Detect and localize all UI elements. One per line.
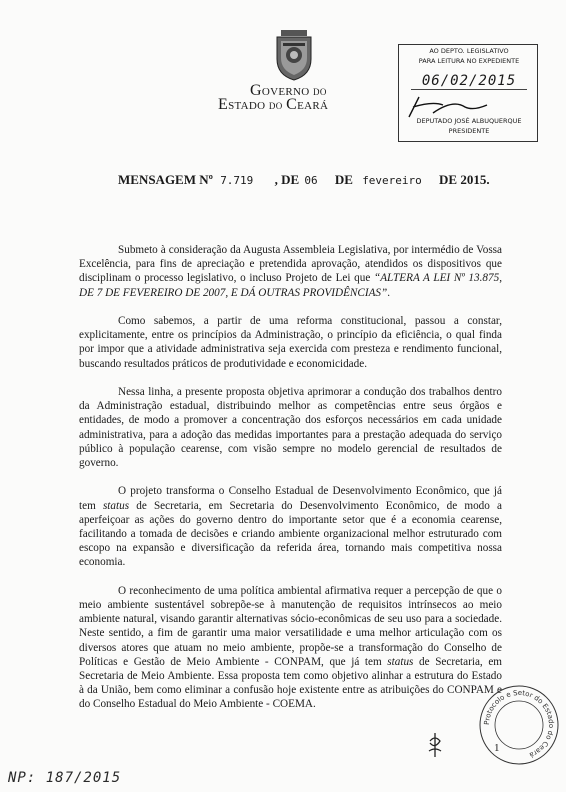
handwritten-note: NP: 187/2015 (8, 770, 122, 786)
paragraph-4: O projeto transforma o Conselho Estadual de Desenvolvimento Econômico, que já tem status de Secretaria, em Secretaria do Desenvolvimento Econômico, de modo a aperfeiçoar as ações do governo dentro do importante setor que é a economia cearense, facilitando a tomada de decisões e criando ambiente organizacional melhor estruturado com escopo na expansão e diversificação da referida área, tornando mais competitiva nossa economia. (79, 485, 502, 569)
stamp-president-title: PRESIDENTE (448, 127, 490, 135)
stamp-date: 06/02/2015 (421, 73, 517, 89)
paragraph-5: O reconhecimento de uma política ambiental afirmativa requer a percepção de que o meio ambiente sustentável sobrepõe-se à manutenção de requisitos intrínsecos ao meio ambiente natural, visando garantir alternativas sócio-econômicas de seu uso para a sociedade. Neste sentido, a fim de garantir uma maior versatilidade e uma melhor articulação com os diversos atores que atuam no meio ambiente, propõe-se a transformação do Conselho de Políticas e Gestão de Meio Ambiente - CONPAM, que já tem status de Secretaria, em Secretaria de Meio Ambiente. Essa proposta tem como objetivo alinhar a estrutura do Estado à da União, bem como eliminar a confusão hoje existente entre as atribuições do CONPAM e do Conselho Estadual do Meio Ambiente - COEMA. (79, 584, 502, 711)
message-title: MENSAGEM Nº 7.719 , DE 06 DE fevereiro DE 2015. (118, 172, 490, 187)
page-number: 1 (494, 742, 500, 754)
header-estado: Estado do Ceará (218, 96, 329, 113)
paragraph-1: Submeto à consideração da Augusta Assembleia Legislativa, por intermédio de Vossa Excelência, para fins de apreciação e pretendida aprovação, atendidos os dispositivos que disciplinam o processo legislativo, o incluso Projeto de Lei que “ALTERA A LEI Nº 13.875, DE 7 DE FEVEREIRO DE 2007, E DÁ OUTRAS PROVIDÊNCIAS”. (79, 244, 502, 299)
svg-text:Protocolo e Setor do Estado do: Protocolo e Setor do Estado do Ceará (482, 688, 556, 759)
protocol-seal-icon (478, 684, 560, 766)
reception-stamp (398, 44, 538, 142)
paragraph-2: Como sabemos, a partir de uma reforma constitucional, passou a constar, explicitamente, entre os princípios da Administração, o princípio da eficiência, o qual finda por impor que a atividade administrativa seja exercida com presteza e rendimento funcional, buscando resultados práticos de produtividade e economicidade. (79, 315, 502, 370)
stamp-president-name: DEPUTADO JOSÉ ALBUQUERQUE (416, 117, 522, 125)
stamp-line-2: PARA LEITURA NO EXPEDIENTE (418, 57, 520, 65)
stamp-line-1: AO DEPTO. LEGISLATIVO (429, 47, 509, 55)
paragraph-3: Nessa linha, a presente proposta objetiva aprimorar a condução dos trabalhos dentro da Administração estadual, distribuindo melhor as competências entre seus órgãos e entidades, de modo a promover a concentração dos esforços necessários em cada unidade administrativa, para a adoção das medidas importantes para a prestação adequada do serviço público à população cearense, com visão sempre no modelo gerencial de resultados de governo. (79, 386, 502, 470)
stamp-date-line (411, 89, 527, 90)
message-body (79, 243, 502, 726)
header-governo: Governo do (250, 82, 327, 99)
initial-mark-icon (427, 731, 443, 759)
state-crest-icon (273, 29, 315, 81)
